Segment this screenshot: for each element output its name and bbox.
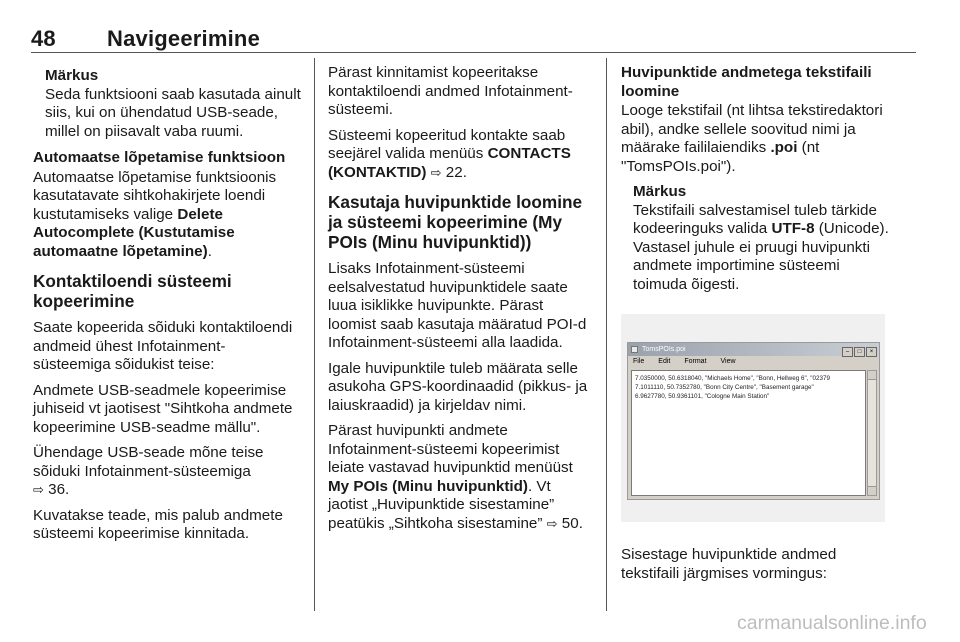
note-text-b: (Unicode). Vastasel juhule ei pruugi huvipunkti andmete importimine süsteemi toimuda õigesti. (633, 220, 889, 293)
notepad-icon (631, 346, 638, 353)
section-heading-pois: Kasutaja huvipunktide loomine ja süsteemi kopeerimine (My POIs (Minu huvipunktid)) (328, 192, 583, 252)
page-ref-arrow-icon: ⇨ (546, 515, 558, 531)
col2-para-1: Pärast kinnitamist kopeeritakse kontaktiloendi andmed Infotainment-süsteemi. (328, 64, 573, 118)
col2-para-5 (328, 422, 593, 533)
page-ref-arrow-icon: ⇨ (430, 164, 442, 180)
col3-para-1-end: (nt "TomsPOIs.poi"). (621, 139, 820, 175)
menu-file: File (633, 358, 645, 365)
col2-para-5-text: Pärast huvipunkti andmete Infotainment-süsteemi kopeerimist leiate vastavad huvipunktid menüüst (328, 422, 573, 476)
note-title: Märkus (45, 67, 99, 84)
column-1 (33, 67, 301, 551)
contacts-para-4: Kuvatakse teade, mis palub andmete süsteemi kopeerimise kinnitada. (33, 506, 283, 542)
notepad-screenshot (621, 314, 885, 522)
contacts-para-3 (33, 444, 301, 500)
contacts-para-2: Andmete USB-seadmele kopeerimise juhiseid vt jaotisest "Sihtkoha andmete kopeerimine USB-seadme mällu". (33, 381, 293, 436)
autocomplete-text (33, 169, 301, 262)
watermark: carmanualsonline.info (737, 612, 927, 634)
scroll-down-icon (868, 486, 876, 495)
col2-para-5-text2: . Vt jaotist „Huvipunktide sisestamine” peatükis „Sihtkoha sisestamine” (328, 477, 555, 532)
col3-para-1 (621, 102, 889, 176)
col2-para-2 (328, 127, 593, 183)
col3-heading: Huvipunktide andmetega tekstifaili loomine (621, 64, 872, 100)
page-ref-50: 50. (561, 514, 583, 532)
poi-line-1: 7.0350000, 50.6318040, "Michaels Home", "Bonn, Hellweg 6", "02379 (635, 375, 830, 382)
contacts-para-3-text: Ühendage USB-seade mõne teise sõiduki Infotainment-süsteemiga (33, 444, 264, 480)
window-controls (841, 345, 877, 358)
note-text (633, 202, 889, 295)
col2-para-2-text: Süsteemi kopeeritud kontakte saab seejärel valida menüüs (328, 126, 566, 162)
page-number: 48 (31, 26, 56, 51)
autocomplete-title: Automaatse lõpetamise funktsioon (33, 149, 286, 166)
note-utf8 (621, 183, 889, 294)
contacts-para-1: Saate kopeerida sõiduki kontaktiloendi andmeid ühest Infotainment-süsteemiga sõidukist teise: (33, 319, 293, 373)
col3-para-1-text: Looge tekstifail (nt lihtsa tekstiredaktori abil), andke sellele soovitud nimi ja määrake faililaiendiks (621, 102, 883, 156)
autocomplete-end: . (207, 242, 212, 260)
my-pois-label: My POIs (Minu huvipunktid) (328, 477, 528, 495)
minimize-icon: – (842, 347, 853, 357)
col2-para-4: Igale huvipunktile tuleb määrata selle asukoha GPS-koordinaadid (pikkus- ja laiuskraadid) ja kirjeldav nimi. (328, 359, 588, 414)
notepad-window (627, 342, 880, 500)
utf8-label: UTF-8 (771, 220, 815, 237)
column-divider-2 (606, 58, 607, 611)
note-usb (33, 67, 301, 141)
page-ref-36: 36. (48, 481, 70, 498)
scroll-up-icon (868, 371, 876, 380)
vertical-scrollbar (867, 370, 877, 496)
note-text-a: Tekstifaili salvestamisel tuleb tärkide kodeeringuks valida (633, 201, 877, 237)
text-area (631, 370, 866, 496)
close-icon: × (866, 347, 877, 357)
chapter-title: Navigeerimine (107, 26, 261, 51)
delete-autocomplete-label: Delete Autocomplete (Kustutamise automaatne lõpetamine) (33, 205, 235, 260)
column-3 (621, 64, 889, 590)
poi-line-3: 6.9627780, 50.9361101, "Cologne Main Station" (635, 393, 770, 400)
window-titlebar (628, 343, 879, 356)
autocomplete-body: Automaatse lõpetamise funktsioonis kasutatavate sihtkohakirjete loendi kustutamiseks valige (33, 168, 277, 223)
column-divider-1 (314, 58, 315, 611)
menu-view: View (720, 358, 736, 365)
maximize-icon: □ (854, 347, 865, 357)
poi-extension: .poi (770, 139, 798, 156)
window-title: TomsPOIs.poi (642, 346, 686, 353)
column-2 (328, 64, 593, 540)
header-rule (31, 52, 916, 53)
menu-format: Format (684, 358, 707, 365)
col3-para-2: Sisestage huvipunktide andmed tekstifaili järgmises vormingus: (621, 546, 837, 582)
page-header (31, 26, 260, 52)
poi-line-2: 7.1011110, 50.7352780, "Bonn City Centre", "Basement garage" (635, 384, 814, 391)
section-heading-contacts: Kontaktiloendi süsteemi kopeerimine (33, 271, 232, 311)
note-text: Seda funktsiooni saab kasutada ainult siis, kui on ühendatud USB-seade, millel on piisavalt vaba ruumi. (45, 85, 301, 140)
menu-edit: Edit (658, 358, 671, 365)
page-ref-22: 22. (445, 163, 467, 181)
page-ref-arrow-icon: ⇨ (33, 482, 44, 497)
col2-para-3: Lisaks Infotainment-süsteemi eelsalvestatud huvipunktidele saate luua isiklikke huvipunkte. Pärast loomist saab kasutaja määratud POI-d Infotainment-süsteemi alla laadida. (328, 260, 587, 351)
contacts-menu-label: CONTACTS (KONTAKTID) (328, 145, 571, 181)
note-title: Märkus (633, 183, 687, 200)
